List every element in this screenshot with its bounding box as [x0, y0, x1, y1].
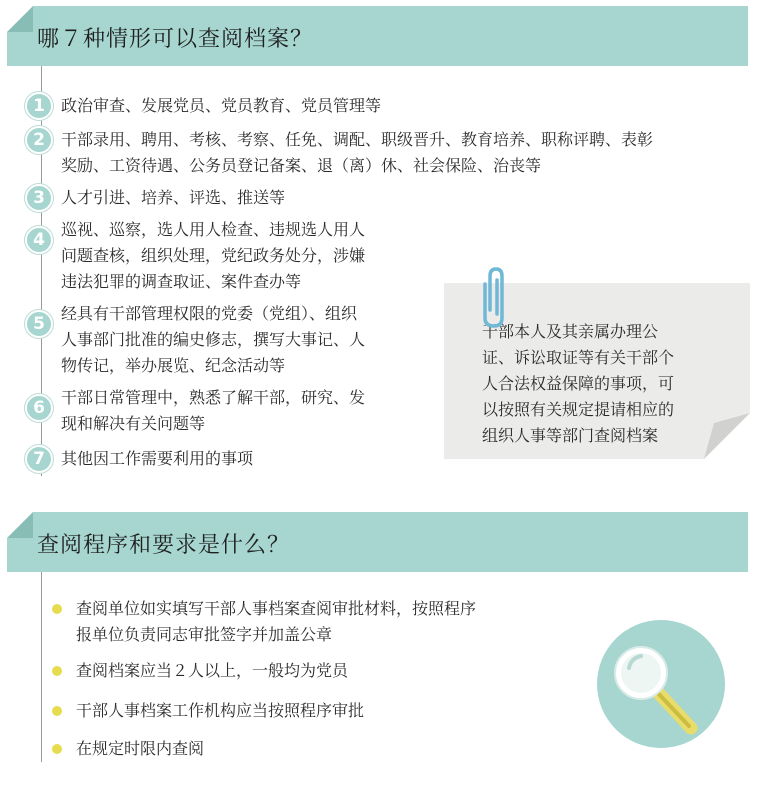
text-line: 人事部门批准的编史修志，撰写大事记、人 — [61, 330, 366, 349]
situation-text — [61, 301, 365, 379]
requirement-text — [76, 658, 348, 684]
text-line: 问题查核，组织处理，党纪政务处分，涉嫌 — [61, 246, 366, 265]
timeline-line — [41, 572, 42, 762]
text-line: 现和解决有关问题等 — [61, 414, 206, 433]
banner-fold — [7, 512, 33, 538]
bullet-dot — [52, 604, 62, 614]
text-line: 其他因工作需要利用的事项 — [61, 449, 254, 468]
text-line: 干部本人及其亲属办理公 — [482, 322, 659, 341]
requirement-text — [76, 698, 364, 724]
section-1-title: 哪７种情形可以查阅档案？ — [37, 27, 314, 52]
bullet-dot — [52, 744, 62, 754]
note-text — [482, 319, 674, 449]
situation-text — [61, 217, 365, 295]
text-line: 组织人事等部门查阅档案 — [482, 426, 659, 445]
section-2-banner — [7, 512, 748, 572]
text-line: 经具有干部管理权限的党委（党组）、组织 — [61, 304, 358, 323]
number-badge: 2 — [25, 126, 53, 154]
number-badge: 3 — [25, 184, 53, 212]
situation-text — [61, 446, 253, 472]
number-badge: 4 — [25, 226, 53, 254]
number-badge: 1 — [25, 92, 53, 120]
bullet-dot — [52, 706, 62, 716]
page-curl — [704, 413, 750, 459]
text-line: 违法犯罪的调查取证、案件查办等 — [61, 272, 302, 291]
number-badge: 6 — [25, 394, 53, 422]
text-line: 奖励、工资待遇、公务员登记备案、退（离）休、社会保险、治丧等 — [61, 156, 542, 175]
text-line: 人合法权益保障的事项，可 — [482, 374, 675, 393]
banner-fold — [7, 6, 33, 32]
text-line: 干部人事档案工作机构应当按照程序审批 — [76, 701, 365, 720]
magnifier-icon — [595, 618, 727, 750]
text-line: 报单位负责同志审批签字并加盖公章 — [76, 625, 333, 644]
text-line: 干部录用、聘用、考核、考察、任免、调配、职级晋升、教育培养、职称评聘、表彰 — [61, 130, 654, 149]
text-line: 以按照有关规定提请相应的 — [482, 400, 675, 419]
text-line: 证、诉讼取证等有关干部个 — [482, 348, 675, 367]
text-line: 查阅单位如实填写干部人事档案查阅审批材料，按照程序 — [76, 599, 477, 618]
requirement-text — [76, 596, 476, 648]
text-line: 查阅档案应当２人以上，一般均为党员 — [76, 661, 349, 680]
text-line: 巡视、巡察，选人用人检查、违规选人用人 — [61, 220, 366, 239]
situation-text — [61, 93, 381, 119]
section-1-banner — [7, 6, 748, 66]
situation-text — [61, 127, 653, 179]
number-badge: 5 — [25, 310, 53, 338]
text-line: 人才引进、培养、评选、推送等 — [61, 188, 286, 207]
requirement-text — [76, 736, 204, 762]
text-line: 物传记，举办展览、纪念活动等 — [61, 356, 286, 375]
text-line: 在规定时限内查阅 — [76, 739, 205, 758]
situation-text — [61, 185, 285, 211]
paperclip-icon — [476, 266, 516, 330]
text-line: 政治审查、发展党员、党员教育、党员管理等 — [61, 96, 382, 115]
situation-text — [61, 385, 365, 437]
bullet-dot — [52, 666, 62, 676]
text-line: 干部日常管理中，熟悉了解干部，研究、发 — [61, 388, 366, 407]
number-badge: 7 — [25, 445, 53, 473]
section-2-title: 查阅程序和要求是什么？ — [37, 533, 291, 558]
